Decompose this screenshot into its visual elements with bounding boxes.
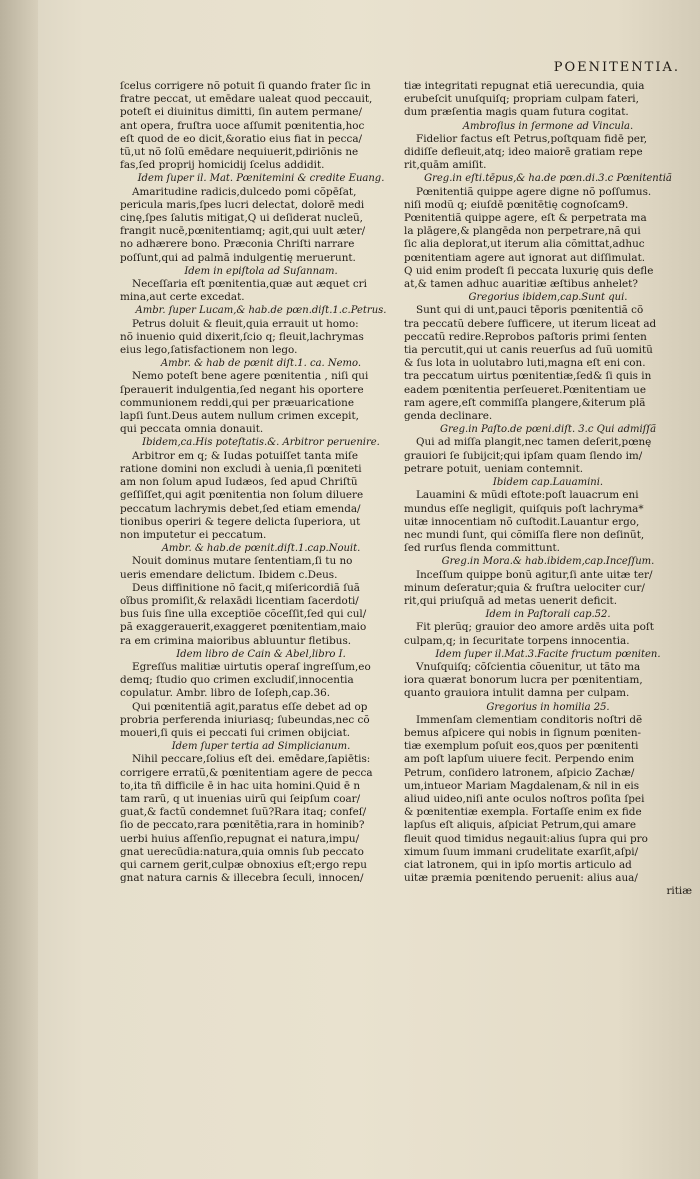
text-line: peccatum lachrymis debet,ſed etiam emenda/ bbox=[120, 502, 361, 515]
page-gutter bbox=[0, 0, 38, 1179]
text-line: & pœnitentiæ exempla. Fortaſſe enim ex fide bbox=[404, 806, 642, 819]
text-line: guat,& factũ condemnet ſuũ?Rara itaq; confeſ/ bbox=[120, 806, 367, 819]
text-line: Nemo poteſt bene agere pœnitentia , niſi qui bbox=[132, 370, 369, 383]
text-line: ſio de peccato,rara pœnitētia,rara in hominib? bbox=[120, 819, 365, 832]
text-line: Deus diffinitione nõ facit,q miſericordiã ſuã bbox=[132, 581, 360, 594]
text-line: Sunt qui di unt,pauci tēporis pœnitentiã cõ bbox=[416, 304, 644, 317]
rubric-line: Idem ſuper tertia ad Simplicianum. bbox=[171, 741, 351, 753]
text-line: ſed rurſus flenda committunt. bbox=[404, 542, 560, 555]
text-line: Fidelior factus eſt Petrus,poſtquam fidē per, bbox=[416, 132, 648, 145]
text-line: la plāgere,& plangēda non perpetrare,nã qui bbox=[404, 225, 641, 238]
text-line: ratione domini non excludi à uenia,ſi pœniteti bbox=[120, 462, 362, 475]
text-line: Vnuſquiſq; cõſcientia cõuenitur, ut tãto ma bbox=[416, 660, 641, 673]
text-line: tiæ exemplum poſuit eos,quos per pœnitenti bbox=[404, 740, 639, 753]
text-line: non imputetur ei peccatum. bbox=[120, 528, 267, 541]
text-line: ſcelus corrigere nõ potuit ſi quando frater ſic in bbox=[120, 80, 371, 92]
text-line: cinę,ſpes ſalutis mitigat,Q ui deſiderat nucleũ, bbox=[120, 212, 363, 225]
text-line: lapſi ſunt.Deus autem nullum crimen excepit, bbox=[120, 410, 359, 423]
text-line: culpam,q; in ſecuritate torpens innocentia. bbox=[404, 634, 630, 647]
rubric-line: Ambr. & hab.de pœnit.diſt.1.cap.Nouit. bbox=[161, 543, 361, 555]
text-line: ſic alia deplorat,ut iterum alia cõmittat,adhuc bbox=[404, 238, 645, 251]
text-line: nõ inuenio quid dixerit,ſcio q; fleuit,lachrymas bbox=[120, 330, 364, 343]
text-line: poteſt ei diuinitus dimitti, ſin autem permane/ bbox=[120, 106, 362, 119]
text-line: Lauamini & mũdi eſtote:poſt lauacrum eni bbox=[416, 489, 639, 502]
text-line: Q uid enim prodeſt ſi peccata luxurię quis defle bbox=[404, 264, 654, 277]
text-line: fratre peccat, ut emēdare ualeat quod peccauit, bbox=[120, 93, 373, 106]
text-line: tra peccatum uirtus pœnitentiæ,ſed& ſi quis in bbox=[404, 370, 652, 383]
text-line: gnat natura carnis & illecebra ſeculi, innocen/ bbox=[120, 872, 364, 885]
text-line: bus ſuis ſine ulla exceptiõe cõceſſit,ſed qui cul/ bbox=[120, 608, 367, 621]
text-line: probria perferenda iniuriasq; ſubeundas,nec cõ bbox=[120, 713, 370, 726]
text-line: frangit nucē,pœnitentiamq; agit,qui uult æter/ bbox=[120, 225, 366, 238]
text-line: Qui ad miſſa plangit,nec tamen deſerit,pœnę bbox=[416, 436, 652, 449]
rubric-line: Idem in Paſtorali cap.52. bbox=[485, 609, 611, 621]
rubric-line: Ibidem,ca.His poteſtatis.&. Arbitror peruenire. bbox=[142, 437, 380, 449]
text-line: tra peccatũ debere ſufficere, ut iterum liceat ad bbox=[404, 317, 657, 330]
text-line: bemus aſpicere qui nobis in ſignum pœniten- bbox=[404, 726, 642, 739]
right-text-column bbox=[404, 80, 692, 899]
text-line: um,intueor Mariam Magdalenam,& nil in eis bbox=[404, 779, 640, 792]
text-line: Inceſſum quippe bonũ agitur,ſi ante uitæ ter/ bbox=[416, 568, 653, 581]
text-line: & ſus lota in uolutabro luti,magna eſt eni con. bbox=[404, 357, 646, 370]
text-line: tiæ integritati repugnat etiã uerecundia, quia bbox=[404, 80, 645, 92]
text-line: oĩbus promiſit,& relaxādi licentiam ſacerdoti/ bbox=[120, 594, 359, 607]
text-line: lapſus eſt aliquis, aſpiciat Petrum,qui amare bbox=[404, 819, 637, 832]
text-line: to,ita tñ difficile ē in hac uita homini.Quid ē n bbox=[120, 779, 361, 792]
text-line: moueri,ſi quis ei peccati ſui crimen obijciat. bbox=[120, 726, 351, 739]
text-line: Nihil peccare,ſolius eſt dei. emēdare,ſapiētis: bbox=[132, 753, 371, 766]
text-line: uitæ præmia pœnitendo peruenit: alius aua/ bbox=[404, 872, 638, 885]
text-line: ant opera, fruſtra uoce aſſumit pœnitentia,hoc bbox=[120, 119, 365, 132]
rubric-line: Ambroſius in ſermone ad Vincula. bbox=[462, 120, 634, 132]
text-line: rit,quām amiſit. bbox=[404, 159, 487, 172]
text-line: no adhærere bono. Præconia Chriſti narrare bbox=[120, 238, 355, 251]
text-line: corrigere erratũ,& pœnitentiam agere de pecca bbox=[120, 766, 373, 779]
rubric-line: Greg.in Paſto.de pœni.diſt. 3.c Qui admiſſã bbox=[439, 424, 657, 436]
text-line: nec mundi ſunt, qui cõmiſſa flere non deſinũt, bbox=[404, 528, 645, 541]
rubric-line: Gregorius ibidem,cap.Sunt qui. bbox=[468, 292, 628, 304]
text-line: Amaritudine radicis,dulcedo pomi cõpēſat, bbox=[132, 185, 357, 198]
text-line: copulatur. Ambr. libro de Ioſeph,cap.36. bbox=[120, 687, 331, 700]
text-line: qui carnem gerit,culpæ obnoxius eſt;ergo repu bbox=[120, 858, 367, 871]
text-line: aliud uideo,niſi ante oculos noſtros poſita ſpei bbox=[404, 792, 645, 805]
text-line: tam rarũ, q ut inuenias uirũ qui ſeipſum coar/ bbox=[120, 792, 361, 805]
rubric-line: Idem ſuper il.Mat.3.Facite fructum pœniten. bbox=[435, 648, 661, 660]
rubric-line: Greg.in eſti.tēpus,& ha.de pœn.di.3.c Pœnitentiã bbox=[424, 173, 672, 185]
text-line: pã exaggerauerit,exaggeret pœnitentiam,maio bbox=[120, 621, 367, 634]
rubric-line: Idem in epiſtola ad Suſannam. bbox=[184, 265, 338, 277]
text-line: Immenſam clementiam conditoris noſtri dẽ bbox=[416, 713, 643, 726]
text-line: demq; ſtudio quo crimen excludiſ,innocentia bbox=[120, 674, 354, 687]
text-line: eius lego,ſatisfactionem non lego. bbox=[120, 344, 298, 357]
text-line: Nouit dominus mutare ſententiam,ſi tu no bbox=[132, 555, 353, 568]
left-text-column bbox=[120, 80, 402, 885]
text-line: uitæ innocentiam nõ cuſtodit.Lauantur ergo, bbox=[404, 515, 640, 528]
text-line: niſi modũ q; eiuſdē pœnitētię cognoſcam9. bbox=[404, 198, 629, 211]
text-line: am non ſolum apud Iudæos, ſed apud Chriſtũ bbox=[120, 476, 358, 489]
text-line: Pœnitentiã quippe agere, eſt & perpetrata ma bbox=[404, 212, 647, 225]
text-line: tionibus operiri & tegere delicta ſuperiora, ut bbox=[120, 515, 361, 528]
text-line: dum præſentia magis quam futura cogitat. bbox=[404, 106, 629, 119]
text-line: Qui pœnitentiã agit,paratus eſſe debet ad op bbox=[132, 700, 368, 713]
text-line: ueris emendare delictum. Ibidem c.Deus. bbox=[120, 568, 338, 581]
text-line: Petrum, conſidero latronem, aſpicio Zachæ/ bbox=[404, 766, 635, 779]
text-line: geſſiſſet,qui agit pœnitentia non ſolum diluere bbox=[120, 489, 364, 502]
text-line: gnat uerecũdia:natura,quia omnis ſub peccato bbox=[120, 845, 364, 858]
rubric-line: Gregorius in homilia 25. bbox=[486, 701, 610, 713]
text-line: erubeſcit unuſquiſq; propriam culpam fateri, bbox=[404, 93, 639, 106]
text-line: mundus eſſe negligit, quiſquis poſt lachryma* bbox=[404, 502, 644, 515]
text-line: ritiæ bbox=[666, 885, 692, 898]
rubric-line: Ambr. ſuper Lucam,& hab.de pœn.diſt.1.c.Petrus. bbox=[135, 305, 387, 317]
text-line: ciat latronem, qui in ipſo mortis articulo ad bbox=[404, 858, 632, 871]
text-line: communionem reddi,qui per præuaricatione bbox=[120, 396, 354, 409]
text-line: petrare potuit, ueniam contemnit. bbox=[404, 462, 584, 475]
text-line: ximum ſuum immani crudelitate exarſit,aſpi/ bbox=[404, 845, 639, 858]
text-line: uerbi huius aſſenſio,repugnat ei natura,impu/ bbox=[120, 832, 360, 845]
text-line: Neceſſaria eſt pœnitentia,quæ aut æquet cri bbox=[132, 278, 367, 291]
rubric-line: Idem ſuper il. Mat. Pœnitemini & credite Euang. bbox=[137, 173, 385, 185]
rubric-line: Ambr. & hab de pœnit diſt.1. ca. Nemo. bbox=[160, 358, 362, 370]
text-line: ram agere,eſt commiſſa plangere,&iterum plã bbox=[404, 396, 646, 409]
text-line: iora quærat bonorum lucra per pœnitentiam, bbox=[404, 674, 643, 687]
text-line: poſſunt,qui ad palmã indulgentię meruerunt. bbox=[120, 251, 356, 264]
text-line: rit,qui priuſquā ad metas uenerit deficit. bbox=[404, 594, 618, 607]
rubric-line: Greg.in Mora.& hab.ibidem,cap.Inceſſum. bbox=[441, 556, 655, 568]
text-line: ſperauerit indulgentia,ſed negant his oportere bbox=[120, 383, 364, 396]
text-line: tia percutit,qui ut canis reuerſus ad ſuũ uomitũ bbox=[404, 344, 653, 357]
running-head: POENITENTIA. bbox=[553, 60, 680, 75]
text-line: ra em crimina maioribus abluuntur fletibus. bbox=[120, 634, 352, 647]
rubric-line: Ibidem cap.Lauamini. bbox=[492, 477, 604, 489]
text-line: eſt quod de eo dicit,&oratio eius fiat in pecca/ bbox=[120, 132, 363, 145]
text-line: Egreſſus malitiæ uirtutis operaſ ingreſſum,eo bbox=[132, 660, 371, 673]
rubric-line: Idem libro de Cain & Abel,libro I. bbox=[176, 648, 346, 660]
text-line: genda declinare. bbox=[404, 410, 493, 423]
text-line: Fit plerũq; grauior deo amore ardēs uita poſt bbox=[416, 621, 654, 634]
text-line: grauiori ſe ſubijcit;qui ipſam quam ſlendo im/ bbox=[404, 449, 643, 462]
text-line: at,& tamen adhuc auaritiæ æſtibus anhelet? bbox=[404, 278, 638, 291]
text-line: minum deſeratur;quia & fruſtra uelociter cur/ bbox=[404, 581, 645, 594]
text-line: didiſſe defleuit,atq; ideo maiorē gratiam repe bbox=[404, 146, 643, 159]
text-line: Petrus doluit & fleuit,quia errauit ut homo: bbox=[132, 317, 359, 330]
text-line: am poſt lapſum uiuere fecit. Perpendo enim bbox=[404, 753, 634, 766]
text-line: peccatũ redire.Reprobos paſtoris primi ſenten bbox=[404, 330, 647, 343]
text-line: quanto grauiora intulit damna per culpam. bbox=[404, 687, 630, 700]
text-line: qui peccata omnia donauit. bbox=[120, 423, 264, 436]
text-line: Arbitror em q; & Iudas potuiſſet tanta miſe bbox=[132, 449, 359, 462]
text-line: mina,aut certe excedat. bbox=[120, 291, 245, 304]
text-line: pericula maris,ſpes lucri delectat, dolorē medi bbox=[120, 198, 365, 211]
text-line: eadem pœnitentia perſeueret.Pœnitentiam ue bbox=[404, 383, 647, 396]
text-line: fas,ſed proprij homicidij ſcelus addidit. bbox=[120, 159, 325, 172]
text-line: Pœnitentiã quippe agere digne nõ poſſumus. bbox=[416, 185, 652, 198]
text-line: fleuit quod timidus negauit:alius ſupra qui pro bbox=[404, 832, 648, 845]
text-line: tũ,ut nõ ſolũ emēdare nequiuerit,pdiriõnis ne bbox=[120, 146, 359, 159]
text-line: pœnitentiam agere aut ignorat aut diſſimulat. bbox=[404, 251, 646, 264]
